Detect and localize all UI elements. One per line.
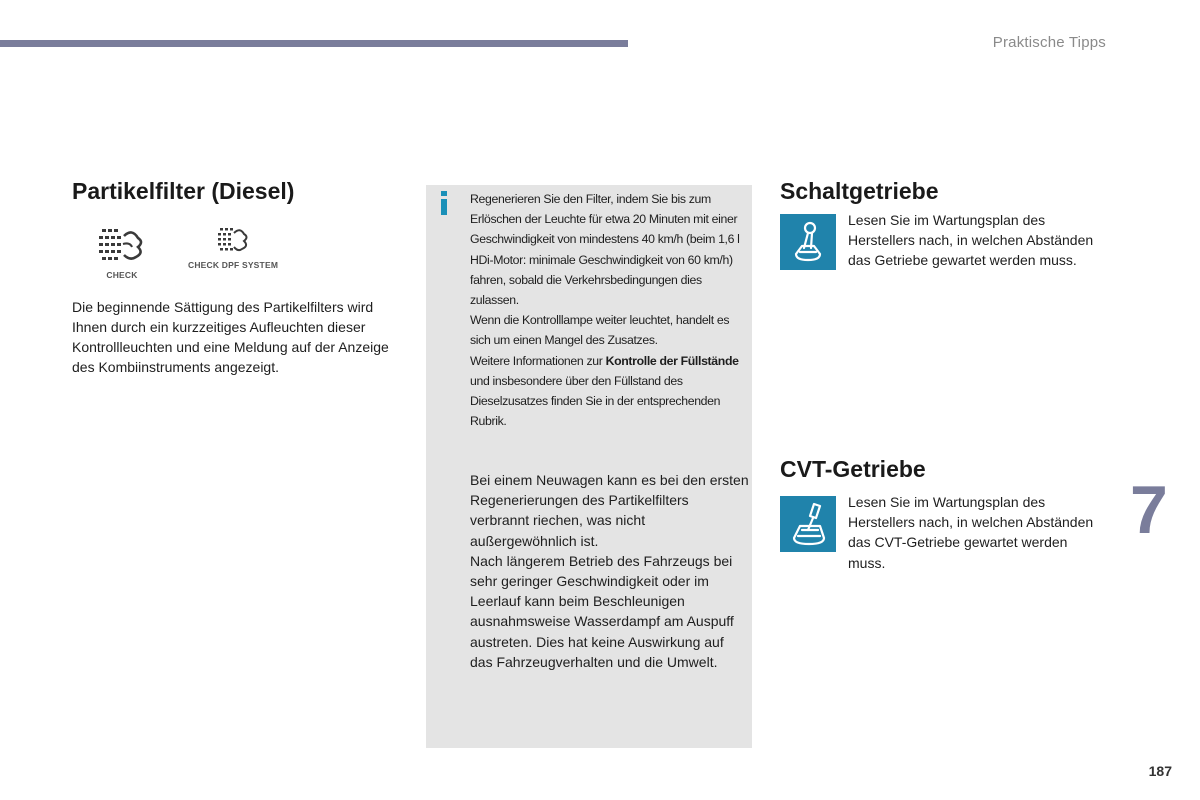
info-text-new-vehicle [470, 470, 750, 672]
cvt-gearbox-heading: CVT-Getriebe [780, 456, 926, 482]
header-rule [0, 40, 628, 47]
chapter-number: 7 [1130, 472, 1168, 548]
info-paragraph: Regenerieren Sie den Filter, indem Sie bis zum Erlöschen der Leuchte für etwa 20 Minuten mit einer Geschwindigkeit von mindestens 40 km/h (beim 1,6 l HDi-Motor: minimale Geschwindigkeit von 60 km/h) fahren, sobald die Verkehrsbedingungen dies zulassen. [470, 192, 740, 308]
info-paragraph: Weitere Informationen zur [470, 353, 606, 368]
info-box [426, 185, 752, 748]
info-emphasis: Kontrolle der Füllstände [605, 353, 739, 368]
dpf-check-icon [96, 226, 148, 264]
warning-caption: CHECK DPF SYSTEM [188, 260, 279, 270]
cvt-gearbox-icon [780, 496, 836, 552]
manual-gearbox-text: Lesen Sie im Wartungsplan des Herstellers nach, in welchen Abständen das Getriebe gewartet werden muss. [848, 212, 1094, 269]
dpf-check-system-icon [215, 226, 251, 254]
info-text-regeneration [470, 189, 752, 431]
section-title: Praktische Tipps [992, 34, 1106, 51]
cvt-gearbox-text: Lesen Sie im Wartungsplan des Herstellers nach, in welchen Abständen das CVT-Getriebe gewartet werden muss. [848, 494, 1094, 571]
info-paragraph: Bei einem Neuwagen kann es bei den ersten Regenerierungen des Partikelfilters verbrannt riechen, was nicht außergewöhnlich ist. [470, 472, 749, 549]
page-number: 187 [1148, 763, 1172, 779]
manual-gearbox-heading: Schaltgetriebe [780, 178, 939, 204]
particle-filter-heading: Partikelfilter (Diesel) [72, 178, 295, 204]
warning-lights [96, 226, 278, 280]
info-paragraph: und insbesondere über den Füllstand des Dieselzusatzes finden Sie in der entsprechenden Rubrik. [470, 373, 721, 429]
warning-caption: CHECK [106, 270, 138, 280]
warning-light-check [96, 226, 148, 280]
manual-gearbox-icon [780, 214, 836, 270]
info-paragraph: Wenn die Kontrolllampe weiter leuchtet, handelt es sich um einen Mangel des Zusatzes. [470, 313, 730, 348]
cvt-gearbox-tile [780, 496, 836, 552]
particle-filter-text: Die beginnende Sättigung des Partikelfilters wird Ihnen durch ein kurzzeitiges Aufleuchten dieser Kontrollleuchten und eine Meldung auf der Anzeige des Kombiinstruments angezeigt. [72, 299, 389, 375]
manual-gearbox-tile [780, 214, 836, 270]
info-icon [439, 188, 449, 218]
info-paragraph: Nach längerem Betrieb des Fahrzeugs bei sehr geringer Geschwindigkeit oder im Leerlauf kann beim Beschleunigen ausnahmsweise Wasserdampf am Auspuff austreten. Dies hat keine Auswirkung auf das Fahrzeugverhalten und die Umwelt. [470, 552, 734, 670]
warning-light-check-dpf [188, 226, 278, 270]
